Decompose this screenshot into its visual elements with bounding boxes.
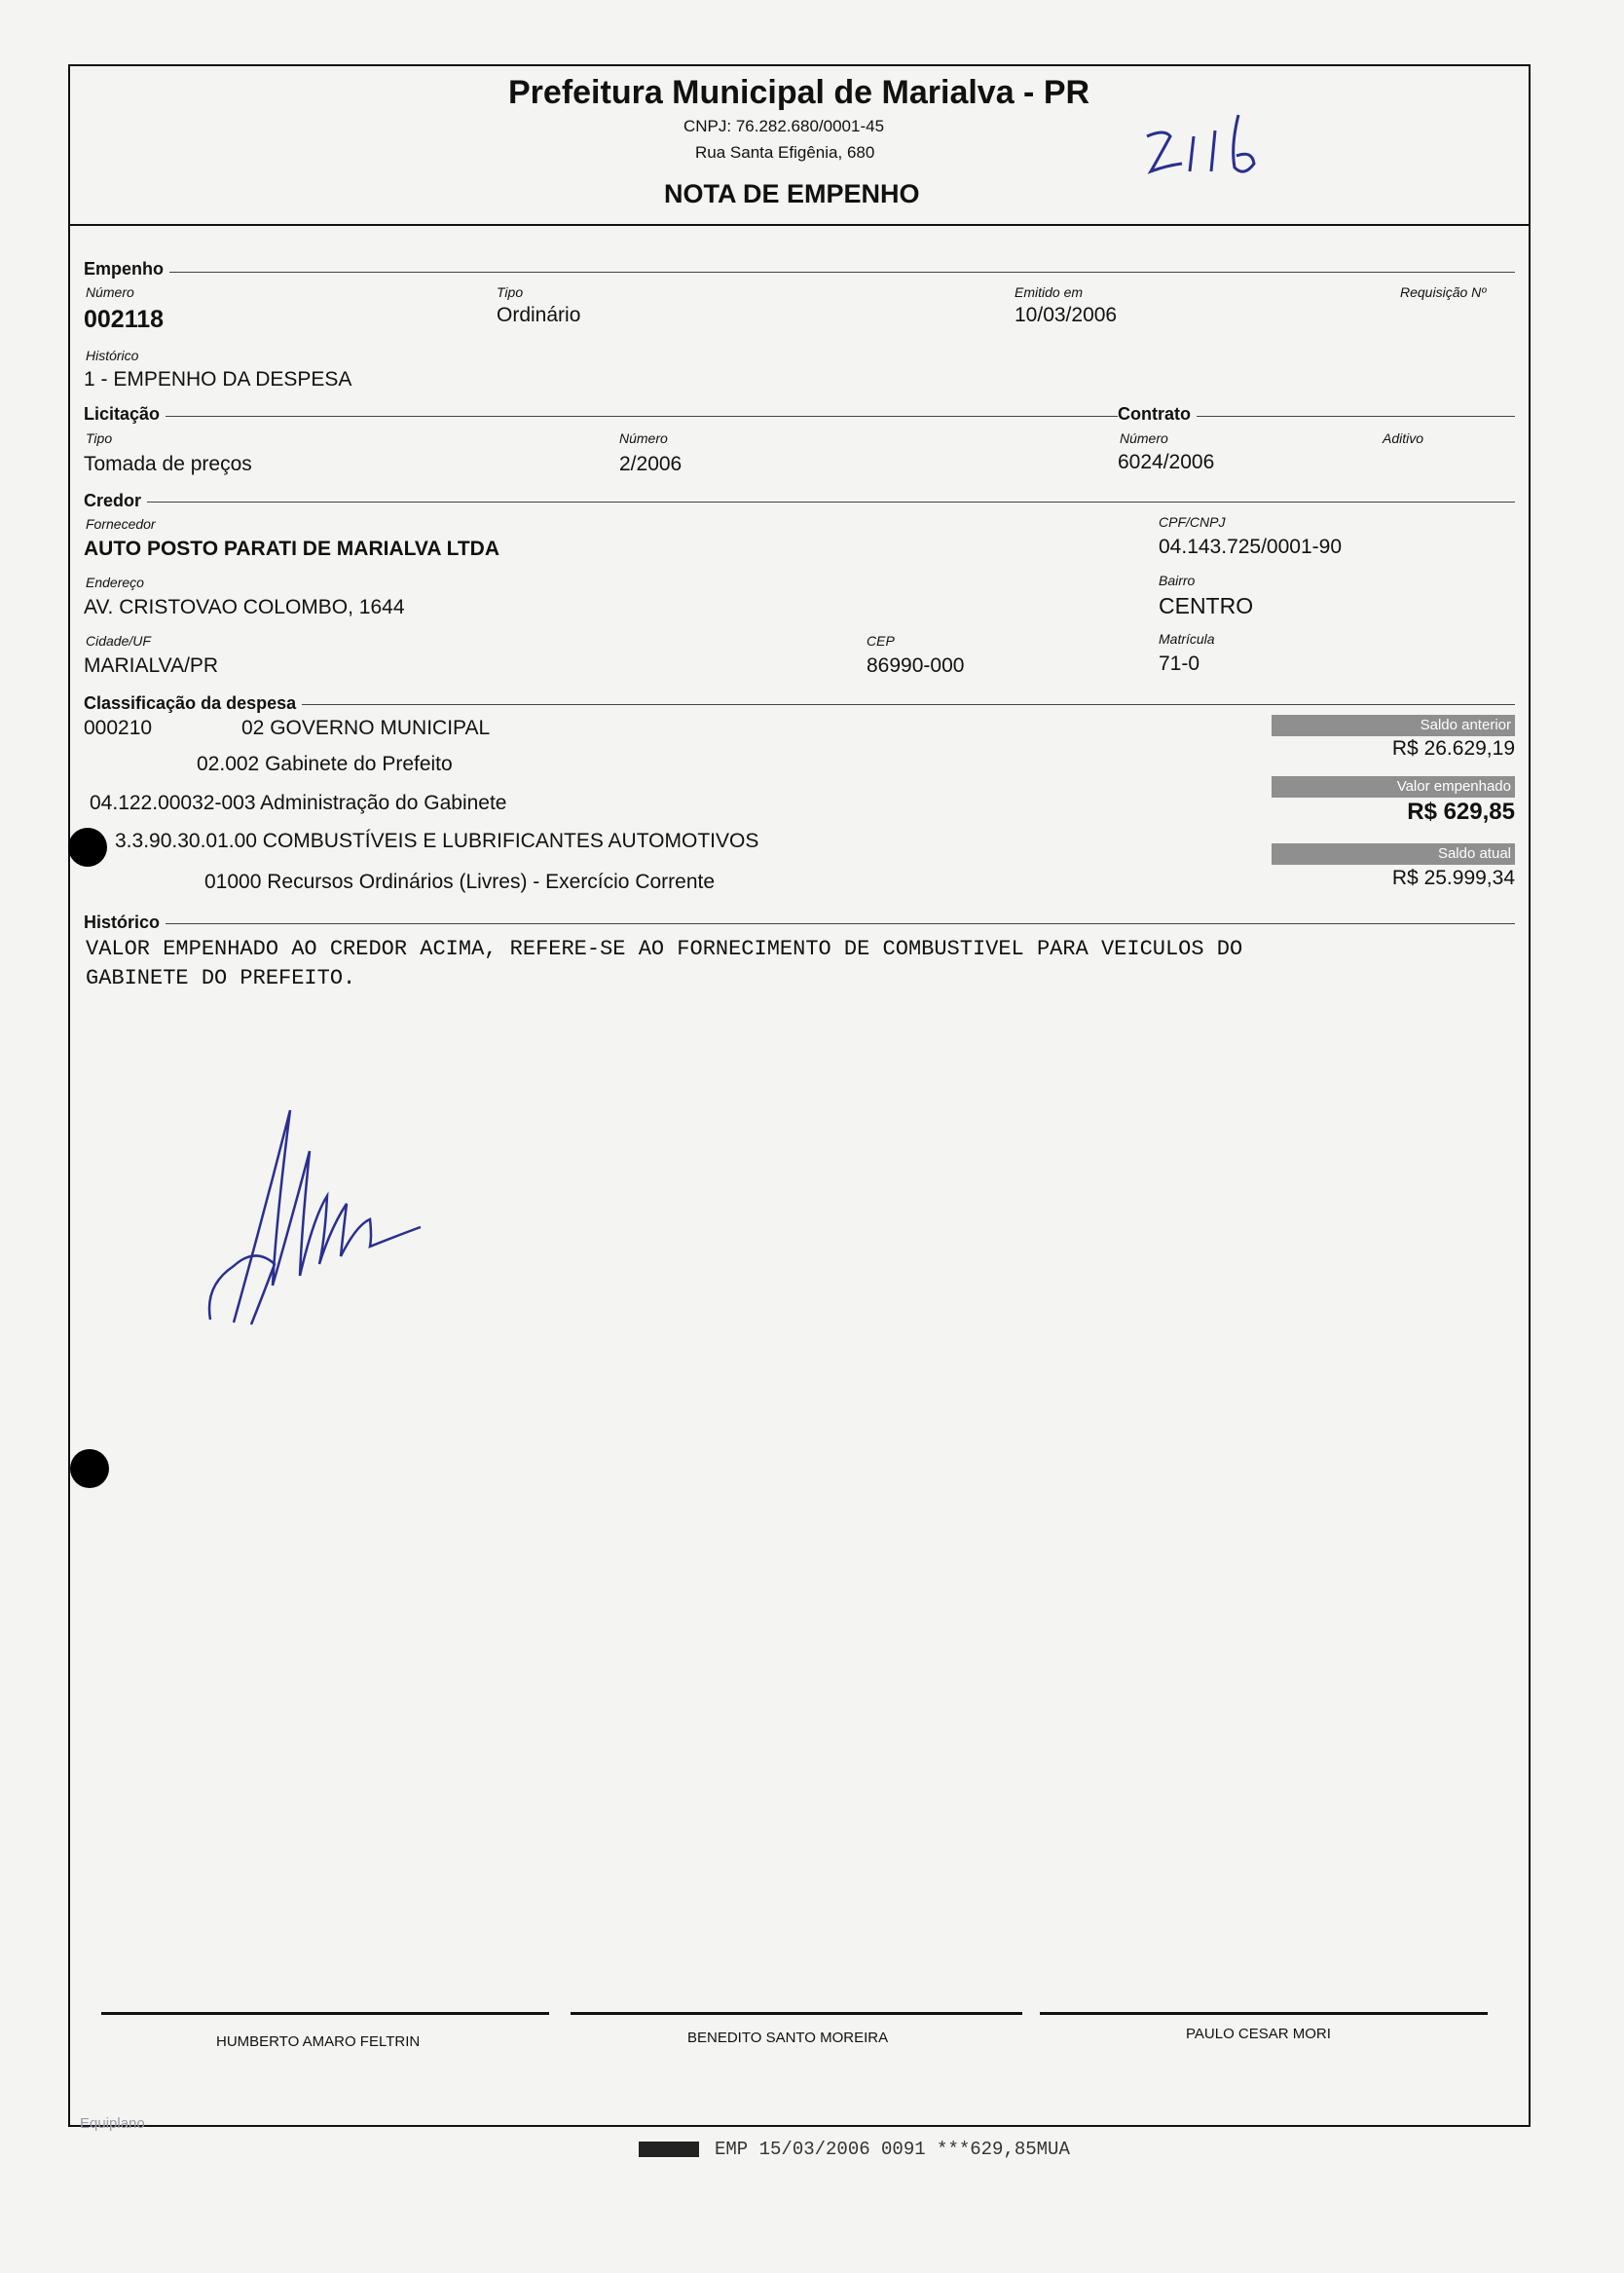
valor-empenhado-label: Valor empenhado <box>1272 776 1515 798</box>
saldo-anterior-label: Saldo anterior <box>1272 715 1515 736</box>
signature-line-2 <box>571 2012 1022 2015</box>
bairro: CENTRO <box>1159 593 1254 618</box>
contrato-numero-label: Número <box>1120 430 1168 446</box>
historico-line-1: VALOR EMPENHADO AO CREDOR ACIMA, REFERE-SE AO FORNECIMENTO DE COMBUSTIVEL PARA VEICULOS DO <box>86 937 1243 961</box>
empenho-section-title: Empenho <box>84 259 169 279</box>
signatory-3: PAULO CESAR MORI <box>1186 2026 1331 2042</box>
cep-label: CEP <box>867 633 895 649</box>
contrato-numero: 6024/2006 <box>1118 451 1215 473</box>
cpf-cnpj: 04.143.725/0001-90 <box>1159 536 1343 558</box>
historico-line-2: GABINETE DO PREFEITO. <box>86 966 356 990</box>
cidade-label: Cidade/UF <box>86 633 151 649</box>
classificacao-unidade: 02.002 Gabinete do Prefeito <box>197 753 453 775</box>
classificacao-code: 000210 <box>84 717 153 739</box>
empenho-tipo-label: Tipo <box>497 284 524 300</box>
handwritten-number <box>1137 107 1283 190</box>
fornecedor-label: Fornecedor <box>86 516 156 532</box>
document-type-title: NOTA DE EMPENHO <box>664 179 920 208</box>
valor-empenhado-value: R$ 629,85 <box>1407 799 1515 825</box>
endereco: AV. CRISTOVAO COLOMBO, 1644 <box>84 596 405 618</box>
signatory-2: BENEDITO SANTO MOREIRA <box>687 2030 889 2046</box>
licitacao-numero: 2/2006 <box>619 453 683 475</box>
classificacao-section-title: Classificação da despesa <box>84 693 302 714</box>
empenho-emitido: 10/03/2006 <box>1015 304 1118 326</box>
empenho-rule <box>84 272 1515 273</box>
historico-section-title: Histórico <box>84 913 166 933</box>
matricula: 71-0 <box>1159 652 1200 675</box>
empenho-historico: 1 - EMPENHO DA DESPESA <box>84 368 352 391</box>
contrato-section-title: Contrato <box>1118 404 1197 425</box>
stamp-logo-icon <box>639 2142 699 2157</box>
licitacao-section-title: Licitação <box>84 404 166 425</box>
empenho-numero-label: Número <box>86 284 134 300</box>
signature-line-3 <box>1040 2012 1488 2015</box>
handwritten-signature <box>195 1100 545 1334</box>
punch-hole-bottom <box>70 1449 109 1488</box>
credor-section-title: Credor <box>84 491 147 511</box>
saldo-atual-label: Saldo atual <box>1272 843 1515 865</box>
header-separator <box>68 224 1531 226</box>
page-title: Prefeitura Municipal de Marialva - PR <box>508 74 1090 111</box>
empenho-tipo: Ordinário <box>497 304 581 326</box>
classificacao-orgao: 02 GOVERNO MUNICIPAL <box>241 717 491 739</box>
licitacao-rule <box>84 416 1515 417</box>
licitacao-tipo-label: Tipo <box>86 430 113 446</box>
licitacao-numero-label: Número <box>619 430 668 446</box>
bairro-label: Bairro <box>1159 573 1196 588</box>
footer-brand: Equiplano <box>80 2115 145 2132</box>
empenho-numero: 002118 <box>84 306 165 333</box>
signatory-1: HUMBERTO AMARO FELTRIN <box>216 2033 421 2050</box>
address-text: Rua Santa Efigênia, 680 <box>695 143 875 162</box>
cpf-cnpj-label: CPF/CNPJ <box>1159 514 1226 530</box>
cidade: MARIALVA/PR <box>84 654 219 677</box>
classificacao-recurso: 01000 Recursos Ordinários (Livres) - Exercício Corrente <box>204 871 716 893</box>
credor-rule <box>84 502 1515 503</box>
fornecedor-name: AUTO POSTO PARATI DE MARIALVA LTDA <box>84 538 499 560</box>
endereco-label: Endereço <box>86 575 144 590</box>
licitacao-tipo: Tomada de preços <box>84 453 252 475</box>
signature-line-1 <box>101 2012 549 2015</box>
historico-rule <box>84 923 1515 924</box>
cnpj-text: CNPJ: 76.282.680/0001-45 <box>683 117 885 135</box>
empenho-emitido-label: Emitido em <box>1015 284 1084 300</box>
requisicao-label: Requisição Nº <box>1400 284 1487 300</box>
empenho-historico-label: Histórico <box>86 348 139 363</box>
cep: 86990-000 <box>867 654 965 677</box>
saldo-atual-value: R$ 25.999,34 <box>1391 867 1515 889</box>
punch-hole-top <box>68 828 107 867</box>
contrato-aditivo-label: Aditivo <box>1383 430 1424 446</box>
matricula-label: Matrícula <box>1159 631 1215 647</box>
saldo-anterior-value: R$ 26.629,19 <box>1391 737 1515 760</box>
footer-stamp: EMP 15/03/2006 0091 ***629,85MUA <box>639 2139 1070 2160</box>
classificacao-elemento: 3.3.90.30.01.00 COMBUSTÍVEIS E LUBRIFICANTES AUTOMOTIVOS <box>115 830 759 852</box>
classificacao-funcional: 04.122.00032-003 Administração do Gabinete <box>90 792 507 814</box>
